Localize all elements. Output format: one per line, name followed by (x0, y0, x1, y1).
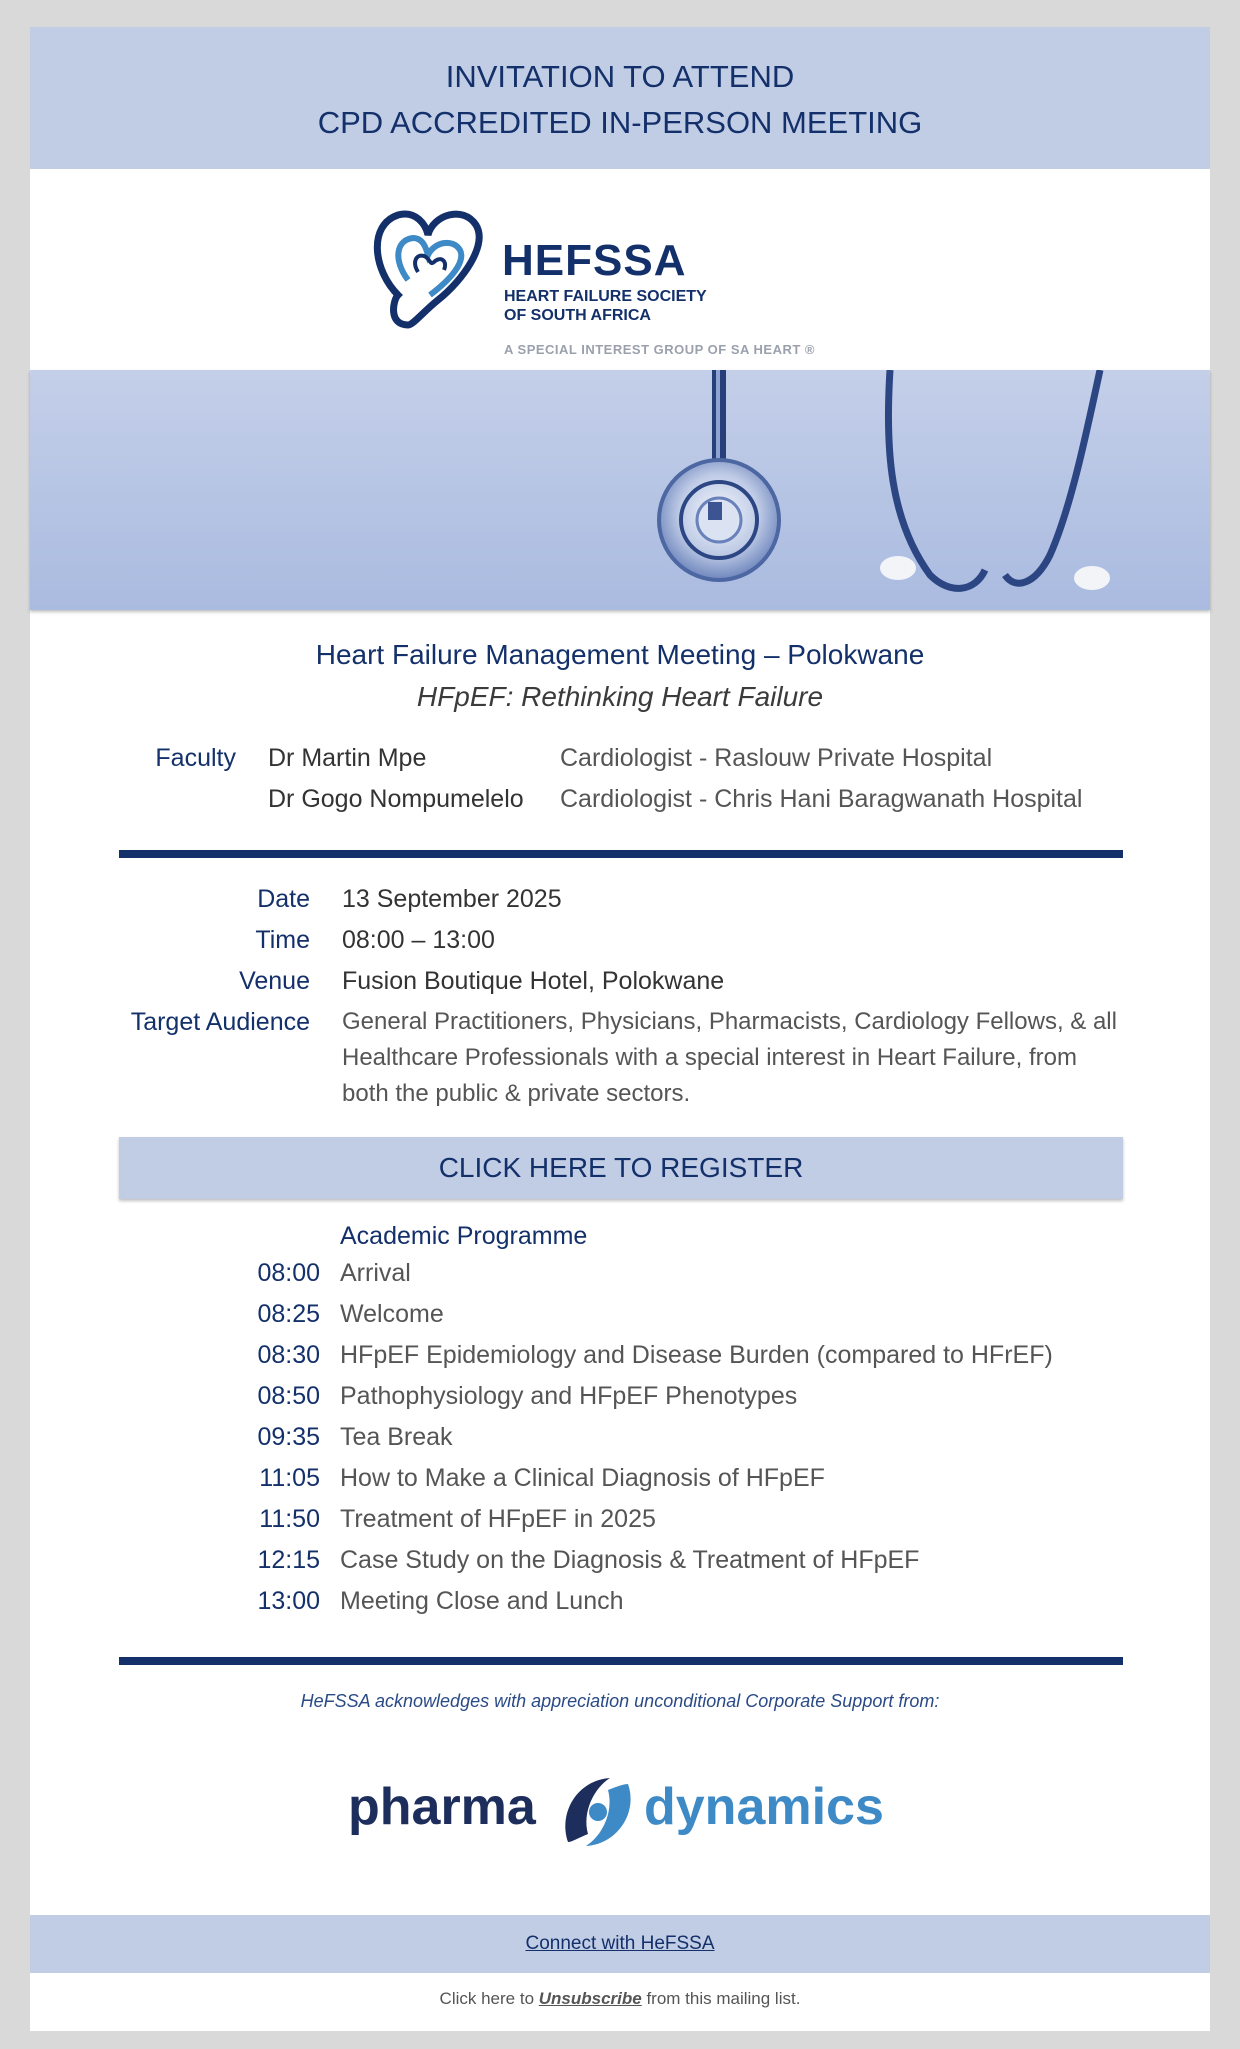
programme-item: Meeting Close and Lunch (340, 1587, 624, 1615)
email-page (30, 27, 1210, 2031)
programme-item: Welcome (340, 1300, 444, 1328)
programme-item: Case Study on the Diagnosis & Treatment of HFpEF (340, 1546, 920, 1574)
header-banner (30, 27, 1210, 169)
programme-item: Pathophysiology and HFpEF Phenotypes (340, 1382, 798, 1410)
venue-label: Venue (239, 967, 310, 995)
programme-time: 09:35 (257, 1423, 320, 1451)
faculty-label: Faculty (155, 744, 236, 772)
programme-time: 11:50 (259, 1505, 320, 1533)
header-line-2: CPD ACCREDITED IN-PERSON MEETING (317, 105, 923, 140)
meeting-subtitle: HFpEF: Rethinking Heart Failure (416, 681, 824, 712)
logo-subtitle-2: OF SOUTH AFRICA (504, 307, 651, 324)
faculty-name-1: Dr Martin Mpe (268, 744, 427, 772)
programme-time: 08:25 (257, 1300, 320, 1328)
acknowledgement-text: HeFSSA acknowledges with appreciation unconditional Corporate Support from: (300, 1691, 940, 1711)
meeting-title: Heart Failure Management Meeting – Polokwane (315, 639, 925, 670)
connect-band (30, 1915, 1210, 1973)
hefssa-logo (368, 200, 888, 380)
connect-link[interactable]: Connect with HeFSSA (525, 1933, 715, 1954)
date-label: Date (257, 885, 310, 913)
faculty-role-2: Cardiologist - Chris Hani Baragwanath Hospital (560, 785, 1083, 813)
programme-heading: Academic Programme (340, 1222, 588, 1250)
programme-time: 12:15 (257, 1546, 320, 1574)
programme-item: Treatment of HFpEF in 2025 (340, 1505, 656, 1533)
venue-value: Fusion Boutique Hotel, Polokwane (342, 967, 725, 995)
audience-label: Target Audience (130, 1008, 310, 1036)
register-button[interactable]: CLICK HERE TO REGISTER (119, 1137, 1123, 1199)
faculty-name-2: Dr Gogo Nompumelelo (268, 785, 524, 813)
unsubscribe-link[interactable]: Unsubscribe (538, 1989, 642, 2008)
logo-name: HEFSSA (502, 236, 687, 285)
unsubscribe-suffix: from this mailing list. (641, 1989, 801, 2008)
programme-item: HFpEF Epidemiology and Disease Burden (compared to HFrEF) (340, 1341, 1053, 1369)
time-label: Time (255, 926, 310, 954)
logo-subtitle-1: HEART FAILURE SOCIETY (504, 288, 707, 305)
audience-line-3: both the public & private sectors. (342, 1080, 691, 1107)
programme-time: 13:00 (257, 1587, 320, 1615)
unsubscribe-prefix: Click here to (439, 1989, 539, 2008)
date-value: 13 September 2025 (342, 885, 562, 913)
programme-time: 08:00 (257, 1259, 320, 1287)
programme-time: 08:30 (257, 1341, 320, 1369)
programme-item: Arrival (340, 1259, 411, 1287)
stethoscope-image (30, 370, 1210, 610)
sponsor-name-part-1: pharma (348, 1778, 536, 1836)
stethoscope-banner (30, 370, 1210, 610)
faculty-role-1: Cardiologist - Raslouw Private Hospital (560, 744, 993, 772)
sponsor-swirl-icon (558, 1772, 638, 1852)
unsubscribe-line (30, 1989, 1210, 2009)
header-line-1: INVITATION TO ATTEND (445, 59, 795, 94)
programme-time: 11:05 (259, 1464, 320, 1492)
audience-line-2: Healthcare Professionals with a special interest in Heart Failure, from (342, 1044, 1077, 1071)
divider-top (119, 850, 1123, 858)
sponsor-name-part-2: dynamics (644, 1778, 884, 1836)
audience-line-1: General Practitioners, Physicians, Pharmacists, Cardiology Fellows, & all (342, 1008, 1117, 1035)
pharma-dynamics-logo (348, 1767, 908, 1867)
divider-bottom (119, 1657, 1123, 1665)
programme-item: Tea Break (340, 1423, 453, 1451)
programme-time: 08:50 (257, 1382, 320, 1410)
programme-item: How to Make a Clinical Diagnosis of HFpEF (340, 1464, 825, 1492)
heart-logo-icon (368, 200, 488, 340)
time-value: 08:00 – 13:00 (342, 926, 495, 954)
logo-tagline: A SPECIAL INTEREST GROUP OF SA HEART ® (504, 342, 815, 357)
